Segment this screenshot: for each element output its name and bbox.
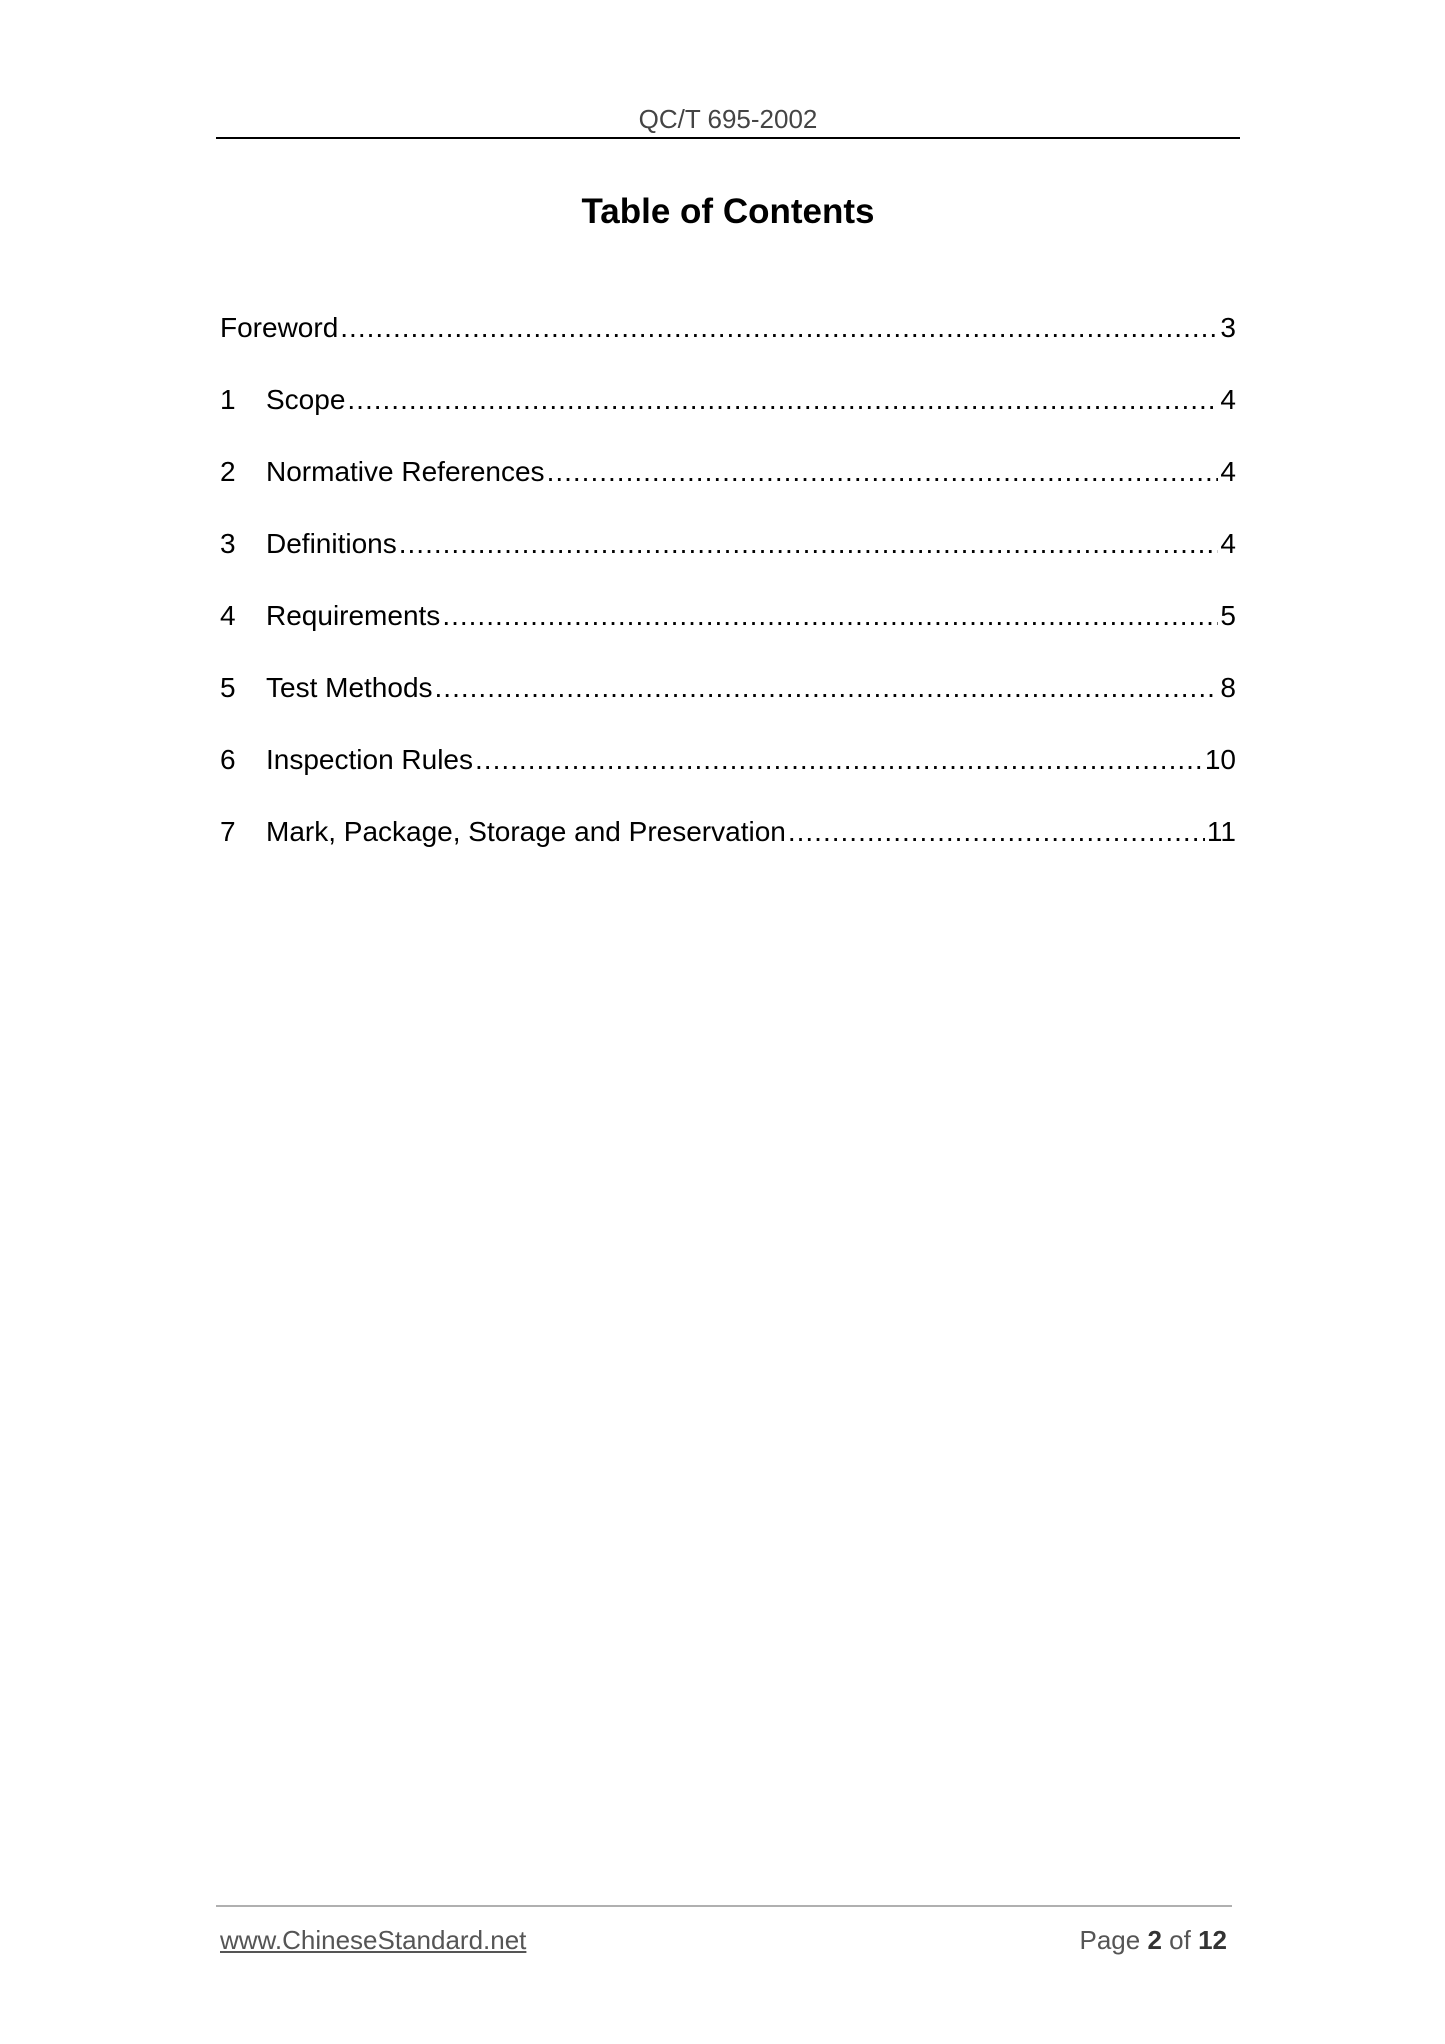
toc-dot-leader	[399, 528, 1219, 560]
header-doc-code: QC/T 695-2002	[638, 104, 818, 134]
toc-dot-leader	[340, 312, 1218, 344]
toc-entry-scope[interactable]	[220, 384, 1236, 456]
page-total: 12	[1198, 1925, 1227, 1955]
toc-entry-label: Definitions	[266, 528, 397, 559]
footer-site-link[interactable]: www.ChineseStandard.net	[220, 1925, 527, 1955]
toc-entry-number: 6	[220, 744, 236, 775]
toc-entry-number: 7	[220, 816, 236, 847]
toc-entry-label: Inspection Rules	[266, 744, 474, 775]
toc-entry-page: 5	[1220, 600, 1236, 631]
toc-entry-label: Foreword	[220, 312, 339, 343]
toc-dot-leader	[547, 456, 1219, 488]
page-prefix: Page	[1079, 1925, 1141, 1955]
toc-entry-number: 3	[220, 528, 236, 559]
page-current: 2	[1147, 1925, 1162, 1955]
toc-entry-page: 4	[1220, 528, 1236, 559]
toc-list	[220, 312, 1236, 888]
toc-entry-page: 4	[1220, 384, 1236, 415]
toc-entry-label: Scope	[266, 384, 346, 415]
toc-title: Table of Contents	[581, 192, 875, 231]
toc-dot-leader	[475, 744, 1203, 776]
toc-entry-page: 10	[1204, 744, 1236, 775]
toc-entry-definitions[interactable]	[220, 528, 1236, 600]
toc-entry-label: Mark, Package, Storage and Preservation	[266, 816, 786, 847]
page-of: of	[1169, 1925, 1191, 1955]
toc-entry-page: 4	[1220, 456, 1236, 487]
toc-entry-inspection-rules[interactable]	[220, 744, 1236, 816]
toc-dot-leader	[442, 600, 1218, 632]
toc-entry-normative-references[interactable]	[220, 456, 1236, 528]
toc-dot-leader	[435, 672, 1219, 704]
toc-entry-page: 11	[1206, 816, 1236, 847]
footer-divider	[216, 1905, 1232, 1907]
toc-entry-test-methods[interactable]	[220, 672, 1236, 744]
toc-entry-foreword[interactable]	[220, 312, 1236, 384]
toc-entry-page: 8	[1220, 672, 1236, 703]
toc-entry-number: 5	[220, 672, 236, 703]
toc-entry-label: Requirements	[266, 600, 441, 631]
toc-entry-number: 1	[220, 384, 236, 415]
toc-dot-leader	[788, 816, 1205, 848]
header-divider	[216, 137, 1240, 139]
toc-entry-number: 2	[220, 456, 236, 487]
toc-entry-label: Normative References	[266, 456, 545, 487]
toc-entry-label: Test Methods	[266, 672, 433, 703]
toc-entry-page: 3	[1220, 312, 1236, 343]
toc-dot-leader	[347, 384, 1218, 416]
toc-entry-number: 4	[220, 600, 236, 631]
toc-entry-mark-package-storage[interactable]	[220, 816, 1236, 888]
toc-entry-requirements[interactable]	[220, 600, 1236, 672]
footer-page-indicator	[1079, 1925, 1227, 1956]
